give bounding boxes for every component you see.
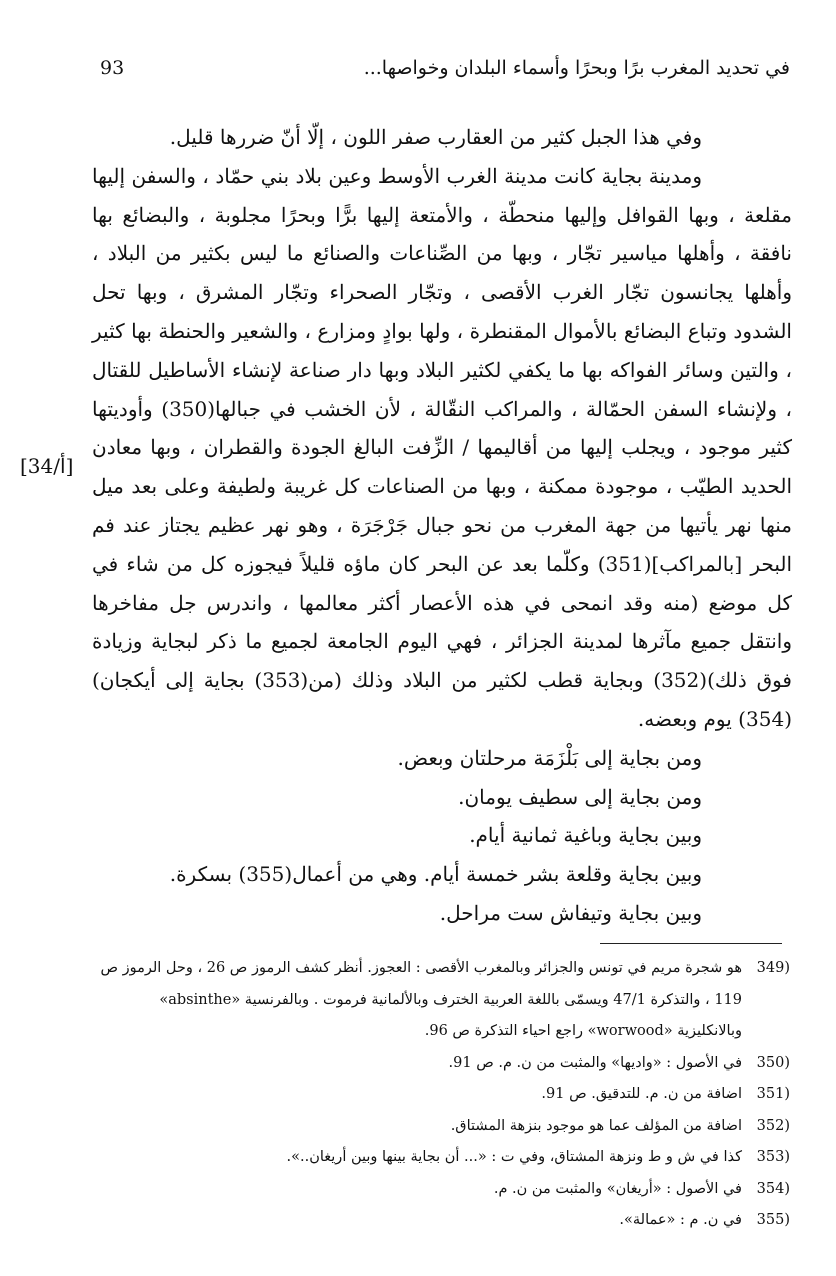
paragraph-bejaia: ومدينة بجاية كانت مدينة الغرب الأوسط وعين بلاد بني حمّاد ، والسفن إليها مقلعة ، وبها القوافل وإليها منحطّة ، والأمتعة إليها برًّا وبحرًا مجلوبة ، والبضائع بها نافقة ، وأهلها مياسير تجّار ، وبها من الصِّناعات والصنائع ما ليس بكثير من البلاد ، وأهلها يجانسون تجّار الغرب الأقصى ، وتجّار الصحراء وتجّار المشرق ، وبها تحل الشدود وتباع البضائع بالأموال المقنطرة ، ولها بوادٍ ومزارع ، والشعير والحنطة بها كثير ، والتين وسائر الفواكه بها ما يكفي لكثير البلاد وبها دار صناعة لإنشاء الأساطيل للقتال ، ولإنشاء السفن الحمّالة ، والمراكب النقّالة ، لأن الخشب في جبالها(350) وأوديتها كثير موجود ، ويجلب إليها من أقاليمها / الزِّفت البالغ الجودة والقطران ، وبها معادن الحديد الطيّب ، موجودة ممكنة ، وبها من الصناعات كل غريبة ولطيفة وعلى بعد ميل منها نهر يأتيها من جهة المغرب من نحو جبال جَرْجَرَة ، وهو نهر عظيم يجتاز عند فم البحر [بالمراكب](351) وكلّما بعد عن البحر كان ماؤه قليلاً فيجوزه كل من شاء في كل موضع (منه وقد انمحى في هذه الأعصار أكثر معالمها ، واندرس جل مفاخرها وانتقل جميع مآثرها لمدينة الجزائر ، فهي اليوم الجامعة لجميع ما ذكر لبجاية وزيادة فوق ذلك)(352) وبجاية قطب لكثير من البلاد وذلك (من(353) بجاية إلى أيكجان)(354) يوم وبعضه. — [92, 163, 793, 731]
footnote-text: اضافة من المؤلف عما هو موجود بنزهة المشتاق. — [450, 1117, 742, 1134]
footnote — [92, 1174, 790, 1206]
footnote-number: 353) — [756, 1149, 790, 1165]
footnote-text: كذا في ش و ط ونزهة المشتاق، وفي ت : «... أن بجاية بينها وبين أريغان..». — [286, 1149, 742, 1165]
footnote — [92, 1079, 790, 1111]
footnote — [92, 1205, 790, 1237]
footnote-number: 349) — [756, 960, 790, 976]
footnote-number: 355) — [756, 1212, 790, 1228]
paragraph-scorpions: وفي هذا الجبل كثير من العقارب صفر اللون ، إلّا أنّ ضررها قليل. — [169, 125, 702, 149]
main-text — [92, 118, 792, 933]
distance-line: وبين بجاية وباغية ثمانية أيام. — [469, 823, 702, 848]
footnote-number: 354) — [756, 1180, 790, 1197]
footnote-text: في ن. م : «عمالة». — [619, 1212, 742, 1228]
footnote-text: هو شجرة مريم في تونس والجزائر وبالمغرب الأقصى : العجوز. أنظر كشف الرموز ص 26 ، وحل الرموز ص 119 ، والتذكرة 47/1 ويسمّى باللغة العربية الخترف وبالألمانية فرموت . وبالفرنسية «absinthe» وبالانكليزية «worwood» راجع احياء التذكرة ص 96. — [100, 960, 742, 1039]
distance-line: ومن بجاية إلى بَلْزَمَة مرحلتان وبعض. — [397, 745, 702, 770]
distance-line: ومن بجاية إلى سطيف يومان. — [458, 784, 702, 809]
footnotes — [92, 953, 790, 1237]
footnote — [92, 953, 790, 1048]
footnote-divider — [600, 943, 782, 944]
footnote-text: اضافة من ن. م. للتدقيق. ص 91. — [541, 1086, 742, 1102]
distance-line: وبين بجاية وقلعة بشر خمسة أيام. وهي من أعمال(355) بسكرة. — [169, 862, 702, 887]
running-header — [100, 48, 790, 88]
folio-marker: [34/أ] — [20, 454, 74, 478]
footnote-text: في الأصول : «واديها» والمثبت من ن. م. ص 91. — [448, 1054, 742, 1071]
page-number: 93 — [100, 57, 125, 79]
footnote — [92, 1048, 790, 1080]
footnote-number: 351) — [756, 1086, 790, 1102]
footnote-number: 350) — [756, 1054, 790, 1071]
footnote — [92, 1142, 790, 1174]
running-title: في تحديد المغرب برًا وبحرًا وأسماء البلدان وخواصها... — [363, 57, 790, 79]
footnote — [92, 1111, 790, 1143]
footnote-text: في الأصول : «أريغان» والمثبت من ن. م. — [493, 1180, 742, 1197]
footnote-number: 352) — [756, 1117, 790, 1134]
distance-line: وبين بجاية وتيفاش ست مراحل. — [439, 900, 702, 925]
